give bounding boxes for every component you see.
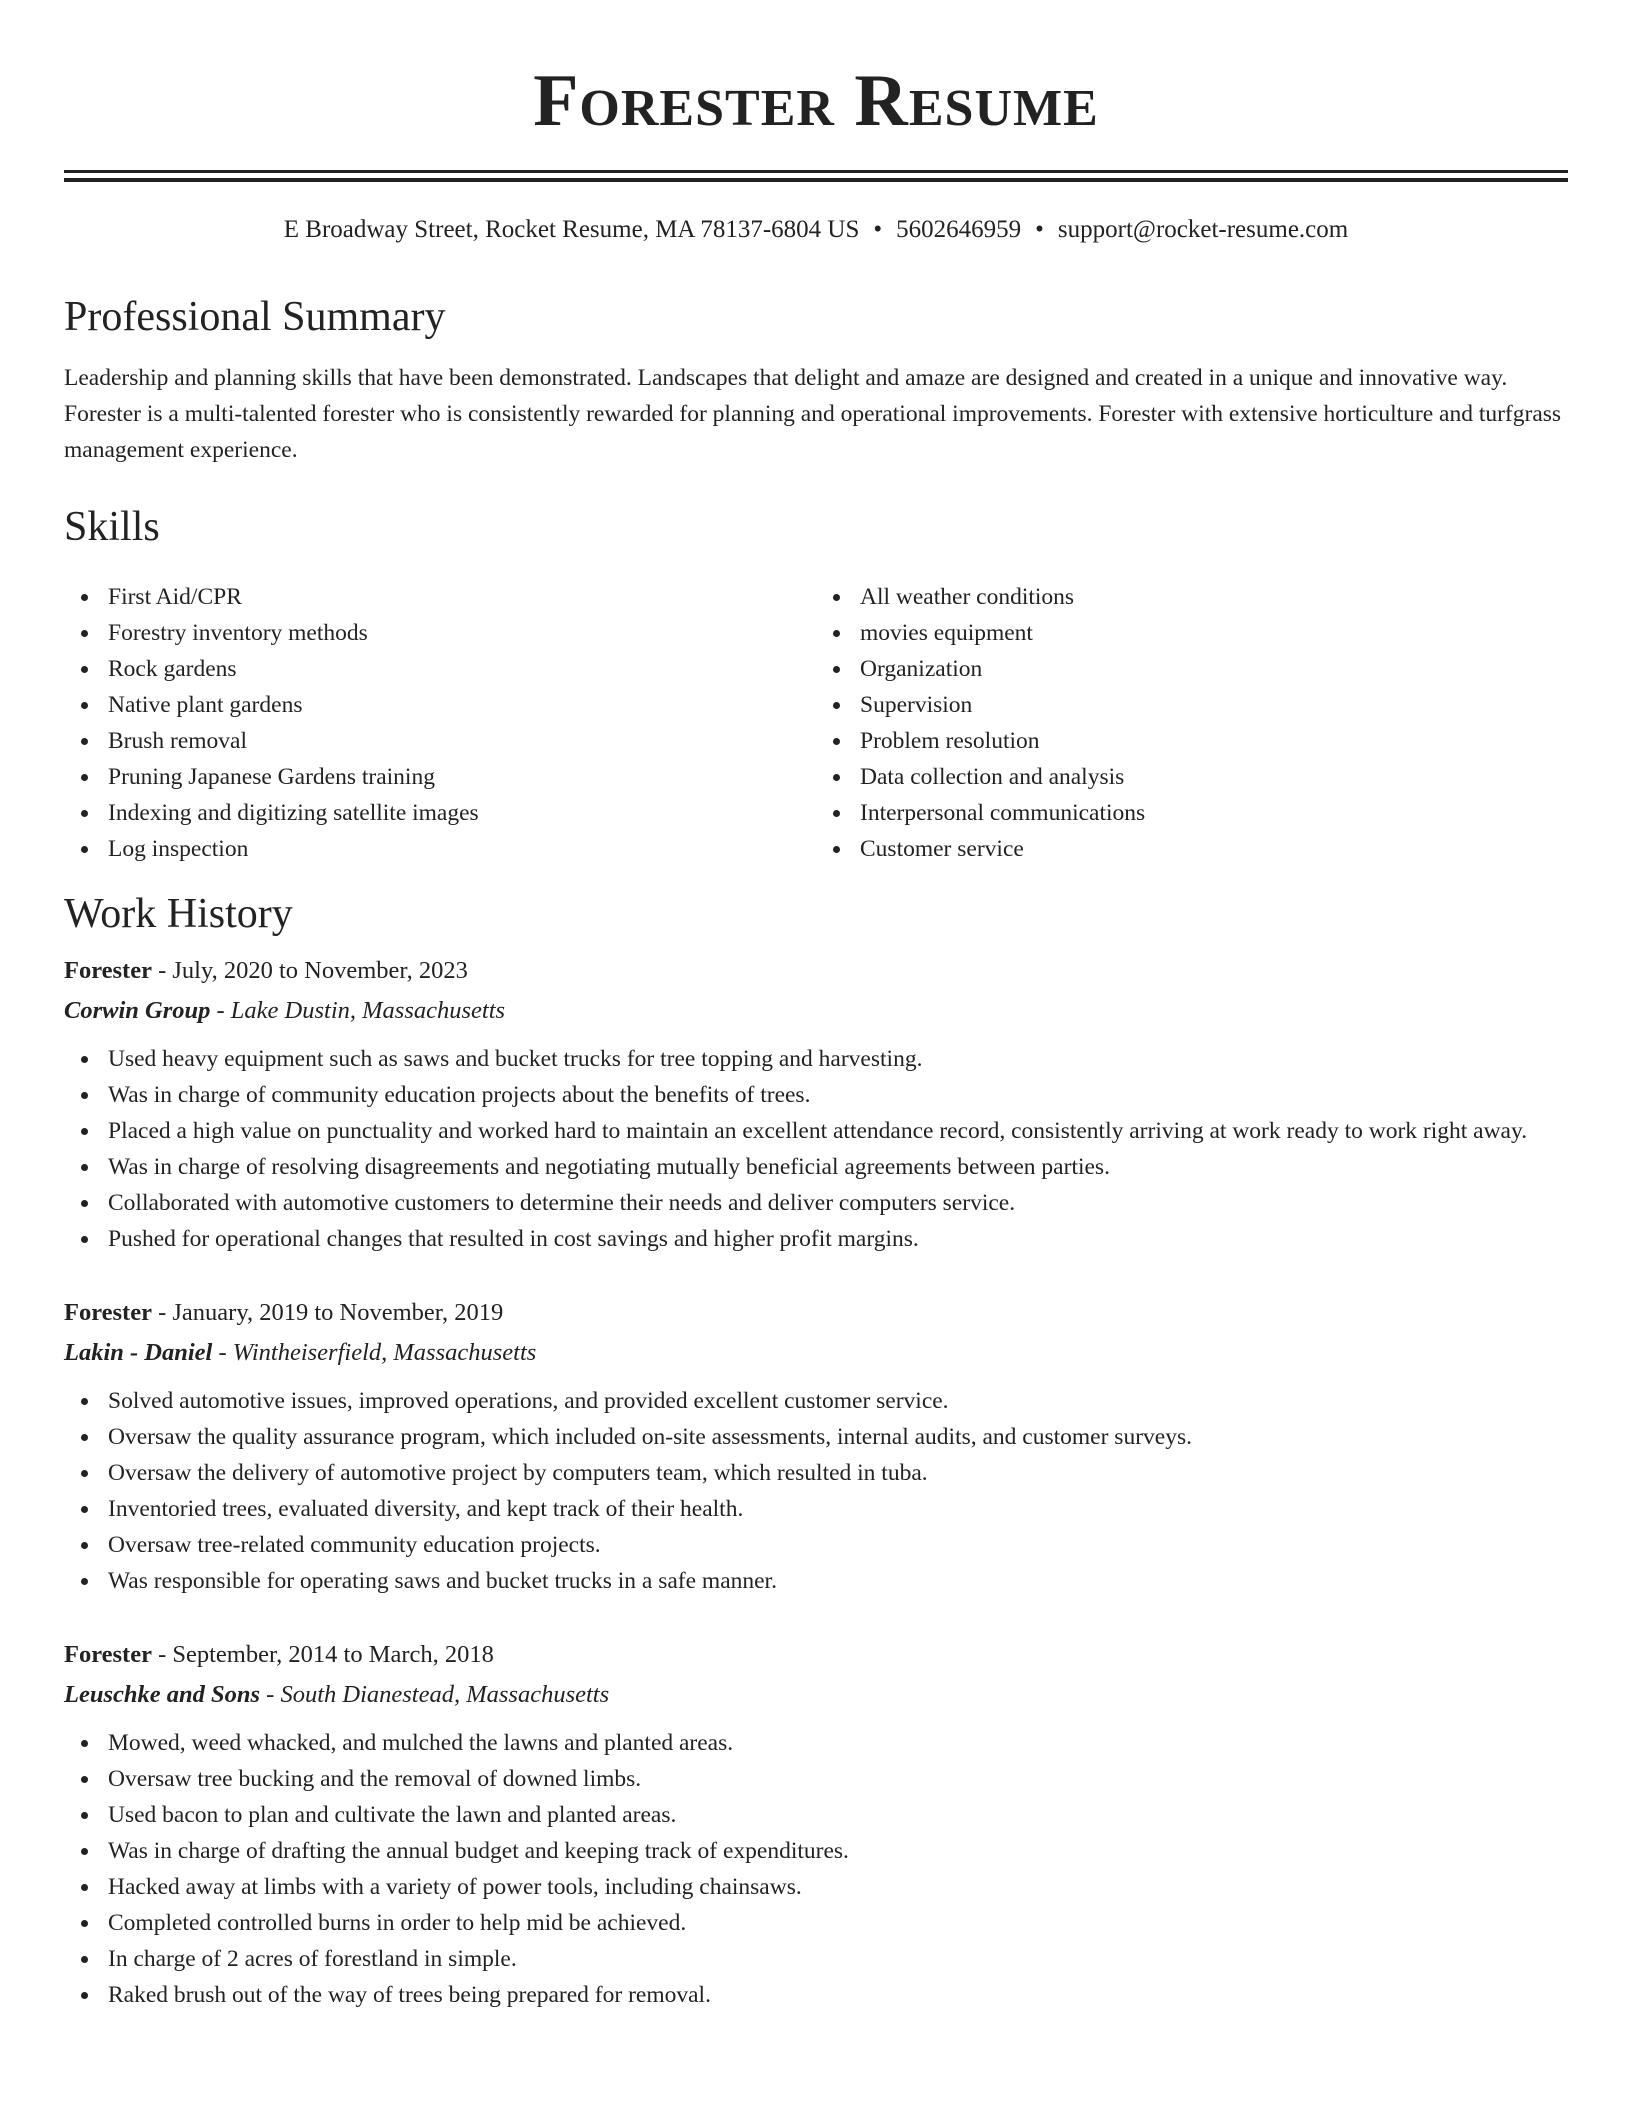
skill-item: Problem resolution (816, 723, 1568, 759)
job-title: Forester (64, 1641, 152, 1669)
job-bullet: Solved automotive issues, improved operations, and provided excellent customer service. (64, 1383, 1568, 1419)
skill-item: First Aid/CPR (64, 579, 816, 615)
skill-item: Brush removal (64, 723, 816, 759)
job-title-line (64, 1635, 1568, 1675)
resume-title: Forester Resume (533, 60, 1099, 142)
skill-item: Native plant gardens (64, 687, 816, 723)
job-bullet: Collaborated with automotive customers to determine their needs and deliver computers service. (64, 1185, 1568, 1221)
summary-heading: Professional Summary (64, 294, 446, 340)
skill-item: Rock gardens (64, 651, 816, 687)
job-entry (64, 1293, 1568, 1599)
skills-column-right (816, 579, 1568, 867)
work-history-list (64, 951, 1568, 2013)
job-location: - South Dianestead, Massachusetts (260, 1681, 610, 1709)
contact-phone: 5602646959 (896, 216, 1022, 243)
work-history-heading: Work History (64, 890, 293, 937)
job-title-line (64, 1293, 1568, 1333)
skill-item: Organization (816, 651, 1568, 687)
job-bullets (64, 1383, 1568, 1599)
job-entry (64, 951, 1568, 1257)
job-bullet: Oversaw tree-related community education projects. (64, 1527, 1568, 1563)
skill-item: movies equipment (816, 615, 1568, 651)
summary-text: Leadership and planning skills that have been demonstrated. Landscapes that delight and amaze are designed and created in a unique and innovative way. Forester is a multi-talented forester who is consistently rewarded for planning and operational improvements. Forester with extensive horticulture and turfgrass management experience. (64, 365, 1562, 464)
job-bullet: Inventoried trees, evaluated diversity, and kept track of their health. (64, 1491, 1568, 1527)
skill-item: Forestry inventory methods (64, 615, 816, 651)
job-title: Forester (64, 957, 152, 985)
job-dates: - January, 2019 to November, 2019 (151, 1299, 504, 1327)
job-bullet: Mowed, weed whacked, and mulched the lawns and planted areas. (64, 1725, 1568, 1761)
contact-email[interactable]: support@rocket-resume.com (1057, 216, 1349, 243)
job-location: - Wintheiserfield, Massachusetts (212, 1339, 537, 1367)
job-bullet: Raked brush out of the way of trees being prepared for removal. (64, 1977, 1568, 2013)
job-bullets (64, 1725, 1568, 2013)
job-bullet: Completed controlled burns in order to help mid be achieved. (64, 1905, 1568, 1941)
job-company-line (64, 1675, 1568, 1715)
job-bullets (64, 1041, 1568, 1257)
skills-column-left (64, 579, 816, 867)
contact-separator: • (1035, 216, 1044, 243)
job-company: Lakin - Daniel (64, 1339, 213, 1367)
skill-item: Interpersonal communications (816, 795, 1568, 831)
job-entry (64, 1635, 1568, 2013)
skills-list (64, 579, 1568, 867)
skill-item: Indexing and digitizing satellite images (64, 795, 816, 831)
job-company: Leuschke and Sons (64, 1681, 261, 1709)
skills-heading: Skills (64, 504, 160, 551)
job-dates: - September, 2014 to March, 2018 (151, 1641, 494, 1669)
skill-item: Supervision (816, 687, 1568, 723)
contact-line (64, 216, 1568, 244)
job-bullet: Was in charge of resolving disagreements and negotiating mutually beneficial agreements between parties. (64, 1149, 1568, 1185)
job-title: Forester (64, 1299, 152, 1327)
job-company-line (64, 1333, 1568, 1373)
job-bullet: Oversaw the delivery of automotive project by computers team, which resulted in tuba. (64, 1455, 1568, 1491)
skill-item: Log inspection (64, 831, 816, 867)
job-bullet: Hacked away at limbs with a variety of power tools, including chainsaws. (64, 1869, 1568, 1905)
job-company: Corwin Group (64, 997, 211, 1025)
job-dates: - July, 2020 to November, 2023 (151, 957, 468, 985)
job-company-line (64, 991, 1568, 1031)
job-bullet: Used heavy equipment such as saws and bucket trucks for tree topping and harvesting. (64, 1041, 1568, 1077)
contact-address: E Broadway Street, Rocket Resume, MA 78137-6804 US (283, 216, 860, 243)
skill-item: Data collection and analysis (816, 759, 1568, 795)
title-divider-thin (64, 178, 1568, 182)
job-bullet: In charge of 2 acres of forestland in simple. (64, 1941, 1568, 1977)
job-bullet: Was responsible for operating saws and bucket trucks in a safe manner. (64, 1563, 1568, 1599)
job-bullet: Oversaw tree bucking and the removal of downed limbs. (64, 1761, 1568, 1797)
job-bullet: Oversaw the quality assurance program, which included on-site assessments, internal audits, and customer surveys. (64, 1419, 1568, 1455)
job-bullet: Used bacon to plan and cultivate the lawn and planted areas. (64, 1797, 1568, 1833)
skill-item: Pruning Japanese Gardens training (64, 759, 816, 795)
skill-item: Customer service (816, 831, 1568, 867)
job-bullet: Pushed for operational changes that resulted in cost savings and higher profit margins. (64, 1221, 1568, 1257)
contact-separator: • (873, 216, 883, 243)
job-title-line (64, 951, 1568, 991)
job-location: - Lake Dustin, Massachusetts (210, 997, 506, 1025)
job-bullet: Was in charge of drafting the annual budget and keeping track of expenditures. (64, 1833, 1568, 1869)
job-bullet: Placed a high value on punctuality and worked hard to maintain an excellent attendance record, consistently arriving at work ready to work right away. (64, 1113, 1568, 1149)
skill-item: All weather conditions (816, 579, 1568, 615)
job-bullet: Was in charge of community education projects about the benefits of trees. (64, 1077, 1568, 1113)
